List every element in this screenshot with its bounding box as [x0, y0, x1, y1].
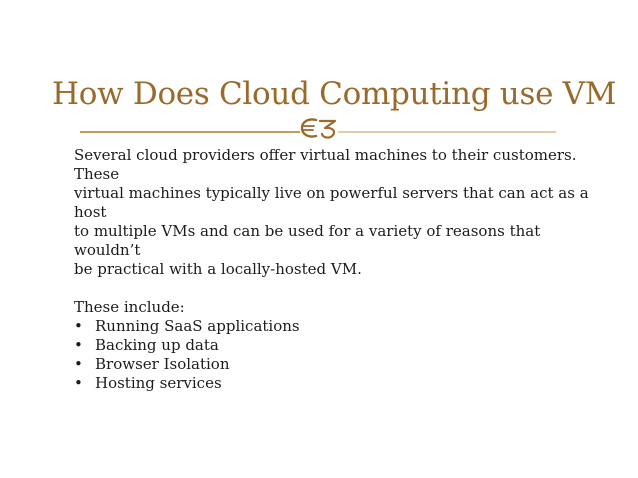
slide-body — [74, 146, 594, 393]
bullet-text: Running SaaS applications — [95, 317, 300, 335]
slide-title: How Does Cloud Computing use VM — [52, 76, 617, 112]
intro-line: virtual machines typically live on powerful servers that can act as a host — [74, 184, 589, 221]
intro-line: Several cloud providers offer virtual machines to their customers. These — [74, 146, 577, 183]
bullet-icon: • — [74, 374, 83, 392]
list-item — [74, 355, 594, 374]
intro-paragraph — [74, 146, 594, 279]
intro-line: to multiple VMs and can be used for a variety of reasons that wouldn’t — [74, 222, 541, 259]
bullet-text: Browser Isolation — [95, 355, 230, 373]
includes-label: These include: — [74, 298, 185, 316]
bullet-list — [74, 317, 594, 393]
list-item — [74, 374, 594, 393]
intro-line: be practical with a locally-hosted VM. — [74, 260, 362, 278]
ornament-icon — [302, 119, 335, 137]
bullet-icon: • — [74, 355, 83, 373]
list-item — [74, 336, 594, 355]
bullet-icon: • — [74, 336, 83, 354]
bullet-text: Hosting services — [95, 374, 222, 392]
bullet-icon: • — [74, 317, 83, 335]
bullet-text: Backing up data — [95, 336, 219, 354]
list-item — [74, 317, 594, 336]
